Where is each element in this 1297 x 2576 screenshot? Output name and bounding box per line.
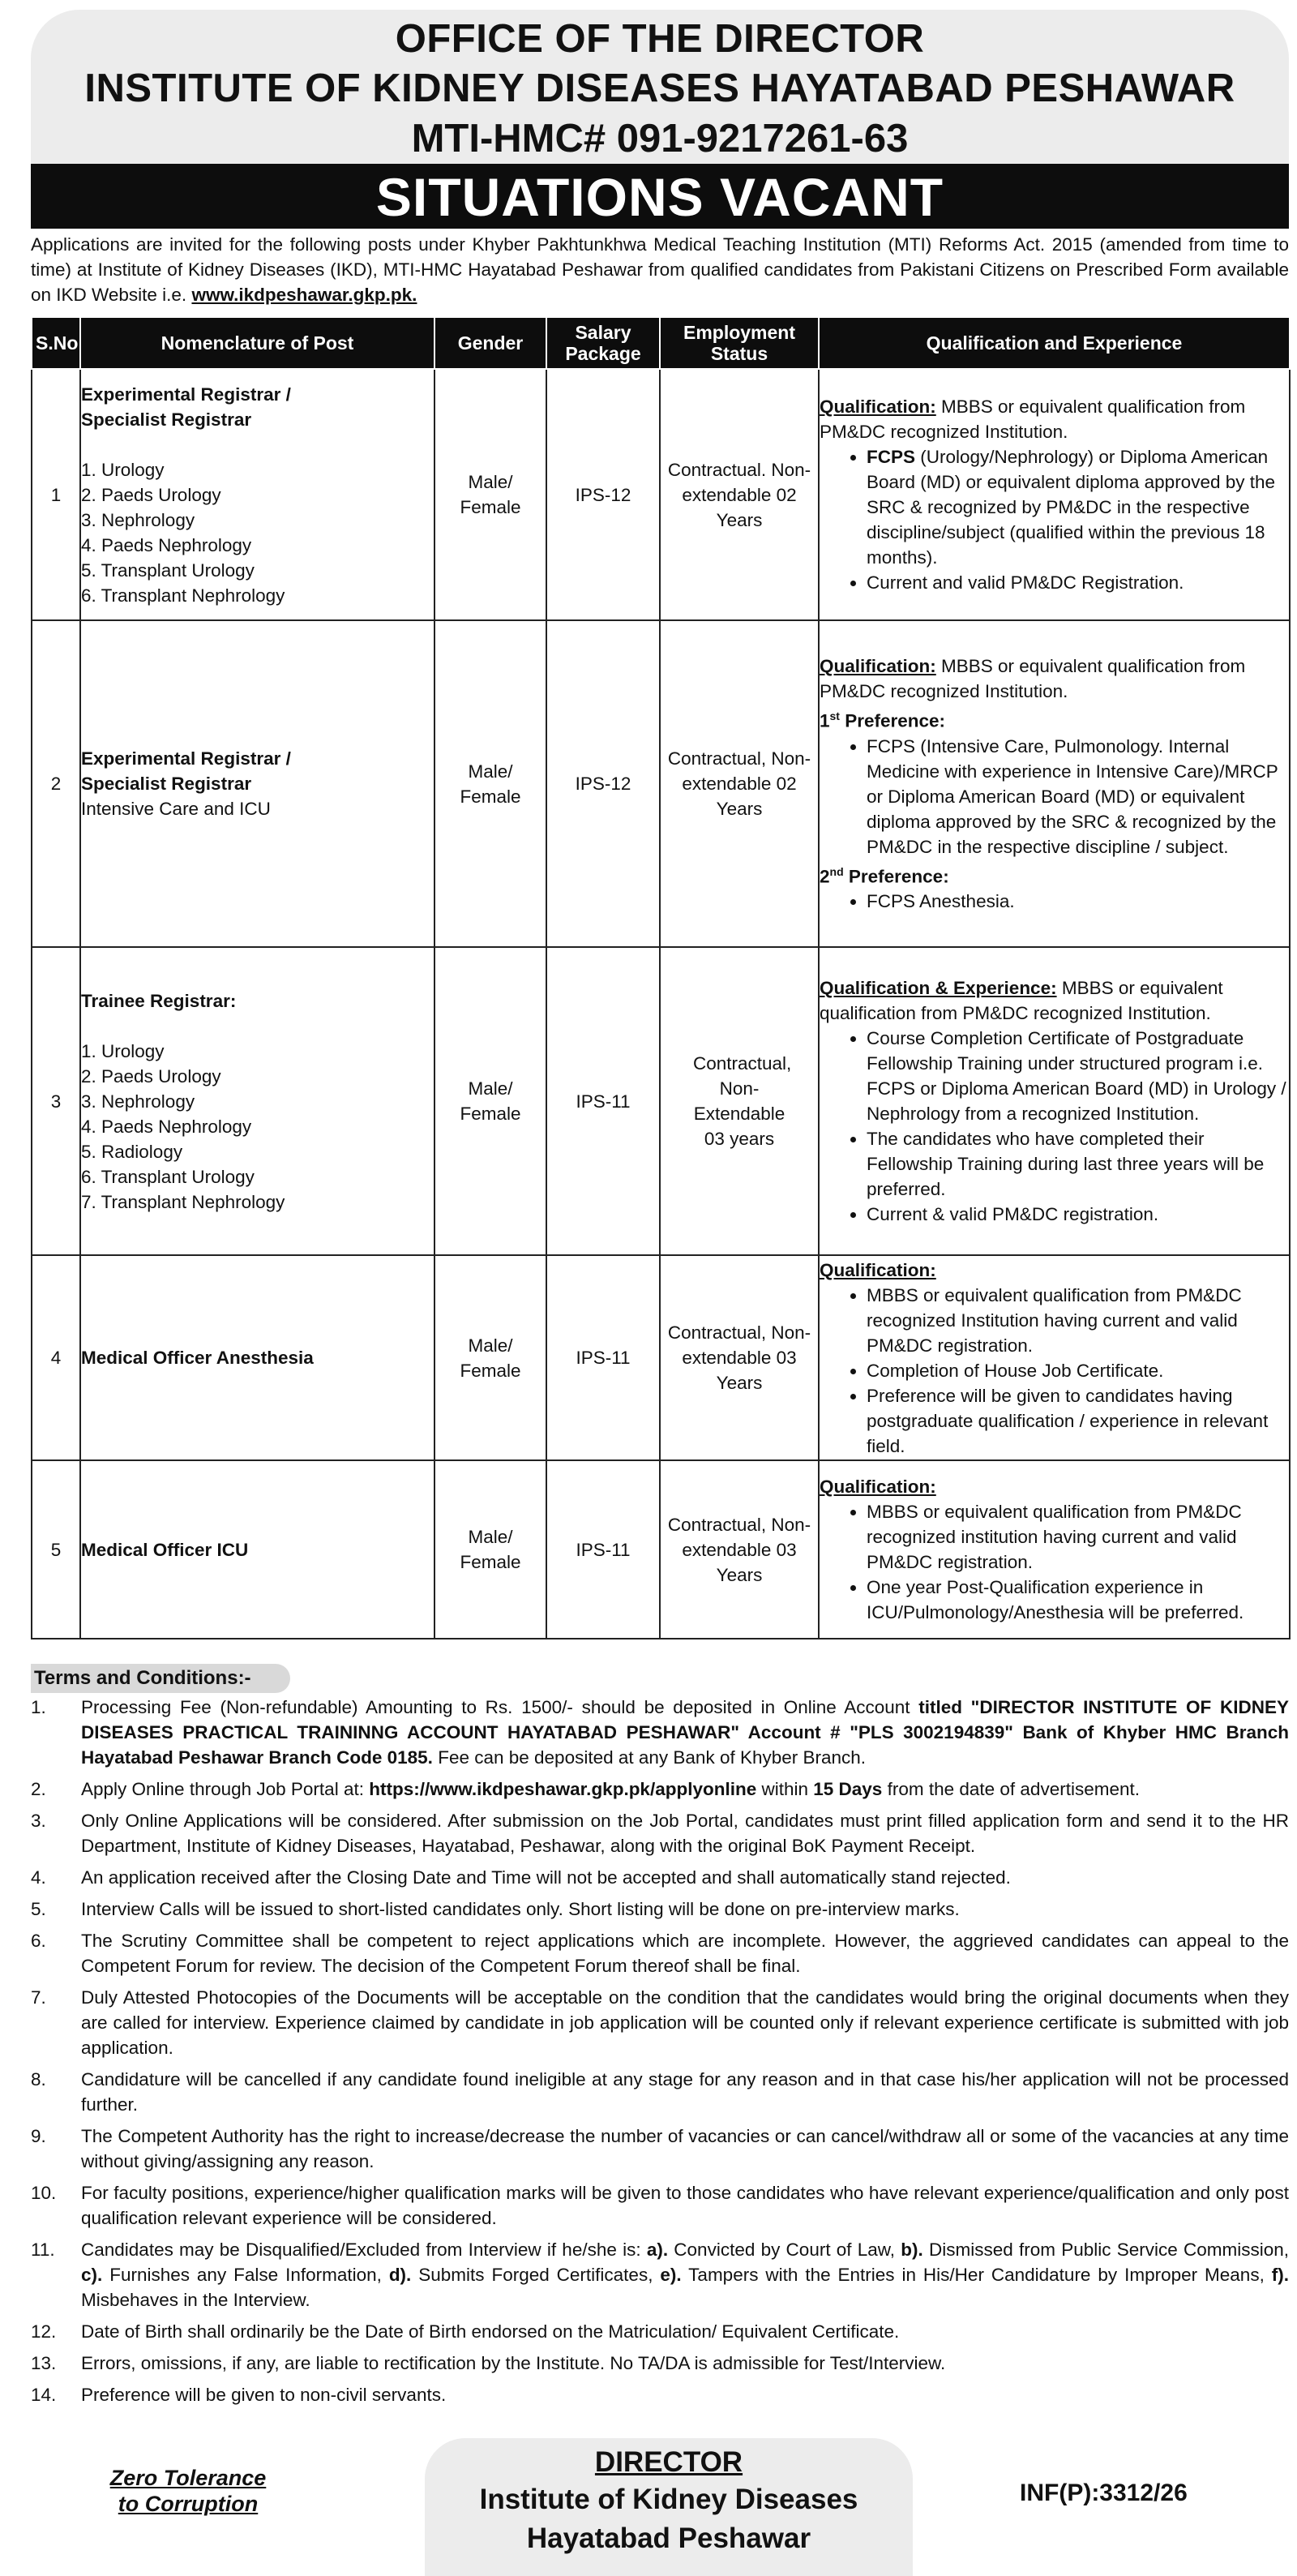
terms-item-number: 2.: [31, 1779, 46, 1799]
row-salary: IPS-12: [546, 369, 660, 620]
post-title: Trainee Registrar:: [81, 990, 237, 1011]
phone-number: MTI-HMC# 091-9217261-63: [411, 117, 909, 161]
terms-item-number: 5.: [31, 1899, 46, 1919]
row-post: [80, 1460, 434, 1639]
post-title: Medical Officer ICU: [81, 1539, 249, 1560]
specialty-item: 2. Paeds Urology: [81, 484, 221, 505]
qualification-list: [820, 444, 1289, 595]
terms-item-text: An application received after the Closing Date and Time will not be accepted and shall automatically stand rejected.: [81, 1867, 1011, 1888]
posts-table: [31, 316, 1291, 1639]
terms-item-number: 11.: [31, 2240, 55, 2260]
zero-tolerance-line1: Zero Tolerance: [109, 2466, 267, 2490]
specialty-item: 1. Urology: [81, 1040, 165, 1061]
website-link[interactable]: www.ikdpeshawar.gkp.pk.: [191, 285, 417, 305]
terms-item-text: Candidates may be Disqualified/Excluded from Interview if he/she is: a). Convicted by Court of Law, b). Dismissed from Public Service Commission, c). Furnishes any False Information, d). Submits Forged Certificates, e). Tampers with the Entries in His/Her Candidature by Improper Means, f). Misbehaves in the Interview.: [81, 2240, 1289, 2310]
qualification-bullet: • FCPS (Intensive Care, Pulmonology. Internal Medicine with experience in Intensive Care)/MRCP or Diploma American Board (MD) or equivalent diploma approved by the SRC & recognized by the PM&DC in the respective discipline / subject.: [867, 734, 1289, 859]
specialty-item: 3. Nephrology: [81, 1091, 195, 1112]
qualification-bullet: • Course Completion Certificate of Postgraduate Fellowship Training under structured program i.e. FCPS or Diploma American Board (MD) in Urology / Nephrology from a recognized Institution.: [867, 1026, 1289, 1126]
qualification-bullet: • Current and valid PM&DC Registration.: [867, 570, 1289, 595]
terms-item-number: 7.: [31, 1987, 46, 2008]
qualification-list: [820, 734, 1289, 859]
qualification-bullet: • Preference will be given to candidates having postgraduate qualification / experience in relevant field.: [867, 1383, 1289, 1459]
row-salary: IPS-12: [546, 620, 660, 947]
terms-item: [31, 2237, 1289, 2312]
specialty-item: 2. Paeds Urology: [81, 1065, 221, 1087]
specialty-item: 6. Transplant Nephrology: [81, 585, 285, 606]
terms-item: [31, 1928, 1289, 1978]
terms-item: [31, 1865, 1289, 1890]
specialty-item: 4. Paeds Nephrology: [81, 1116, 252, 1137]
header-post: Nomenclature of Post: [80, 317, 434, 369]
terms-item: [31, 2319, 1289, 2344]
row-post: [80, 620, 434, 947]
terms-item: [31, 2382, 1289, 2407]
terms-item-number: 4.: [31, 1867, 46, 1888]
terms-item: [31, 1777, 1289, 1802]
qualification-heading: Qualification:: [820, 656, 936, 676]
specialty-item: 5. Radiology: [81, 1141, 183, 1162]
qualification-heading: Qualification & Experience:: [820, 978, 1057, 998]
terms-item-text: The Scrutiny Committee shall be competent to reject applications which are incomplete. However, the aggrieved candidates can appeal to the Competent Forum for review. The decision of the Competent Forum thereof shall be final.: [81, 1931, 1289, 1976]
header-gender: Gender: [434, 317, 546, 369]
row-qualification: [819, 620, 1290, 947]
terms-item-text: Date of Birth shall ordinarily be the Date of Birth endorsed on the Matriculation/ Equivalent Certificate.: [81, 2321, 900, 2342]
qualification-bullet: • The candidates who have completed their Fellowship Training during last three years will be preferred.: [867, 1126, 1289, 1202]
post-title: Experimental Registrar / Specialist Registrar: [81, 748, 291, 794]
qualification-bullet: • Completion of House Job Certificate.: [867, 1358, 1289, 1383]
zero-tolerance-slogan: [66, 2465, 310, 2517]
terms-item-number: 13.: [31, 2353, 57, 2373]
qualification-body: MBBS or equivalent qualification from PM&DC recognized Institution.: [820, 396, 1246, 442]
institute-name: INSTITUTE OF KIDNEY DISEASES HAYATABAD PESHAWAR: [84, 66, 1235, 110]
post-title: Medical Officer Anesthesia: [81, 1348, 314, 1368]
qualification-bullet: • MBBS or equivalent qualification from PM&DC recognized institution having current and valid PM&DC registration.: [867, 1499, 1289, 1575]
terms-item-text: Duly Attested Photocopies of the Documents will be acceptable on the condition that the candidates would bring the original documents when they are called for interview. Experience claimed by candidate in job application will be counted only if relevant experience certificate is submitted with job application.: [81, 1987, 1289, 2058]
row-salary: IPS-11: [546, 947, 660, 1255]
row-sno: 2: [32, 620, 80, 947]
qualification-list: [820, 1283, 1289, 1459]
qualification-heading: Qualification:: [820, 1477, 936, 1497]
table-row: [32, 947, 1290, 1255]
row-qualification: [819, 947, 1290, 1255]
specialty-item: 5. Transplant Urology: [81, 559, 255, 581]
terms-item-text: Candidature will be cancelled if any candidate found ineligible at any stage for any reason and in that case his/her application will not be processed further.: [81, 2069, 1289, 2115]
header-qualification: Qualification and Experience: [819, 317, 1290, 369]
qualification-list: [820, 889, 1289, 914]
terms-heading-text: Terms and Conditions:-: [34, 1667, 251, 1689]
terms-heading: [31, 1664, 290, 1693]
row-gender: Male/ Female: [434, 369, 546, 620]
qualification-text: [820, 654, 1289, 704]
situations-vacant-banner: SITUATIONS VACANT: [31, 164, 1289, 229]
row-gender: Male/ Female: [434, 1460, 546, 1639]
qualification-bullet: • FCPS Anesthesia.: [867, 889, 1289, 914]
terms-item-number: 8.: [31, 2069, 46, 2090]
terms-item: [31, 1985, 1289, 2060]
terms-item-number: 12.: [31, 2321, 57, 2342]
director-title: DIRECTOR: [594, 2446, 743, 2478]
post-subtitle: Intensive Care and ICU: [81, 799, 271, 819]
director-signature-block: [425, 2438, 913, 2576]
terms-item: [31, 2124, 1289, 2174]
table-header-row: [32, 317, 1290, 369]
row-salary: IPS-11: [546, 1460, 660, 1639]
footer-institute-name: Institute of Kidney Diseases: [479, 2484, 858, 2515]
terms-item: [31, 2180, 1289, 2231]
specialty-item: 3. Nephrology: [81, 509, 195, 530]
row-post: [80, 1255, 434, 1460]
specialty-item: 4. Paeds Nephrology: [81, 534, 252, 555]
first-preference-label: 1st Preference:: [820, 709, 946, 731]
post-title: Experimental Registrar / Specialist Registrar: [81, 384, 291, 430]
qualification-body: MBBS or equivalent qualification from PM&DC recognized Institution.: [820, 978, 1223, 1023]
row-status: Contractual, Non-extendable 02 Years: [660, 620, 819, 947]
qualification-text: [820, 975, 1289, 1026]
header-status: Employment Status: [660, 317, 819, 369]
terms-item-text: Preference will be given to non-civil servants.: [81, 2385, 447, 2405]
row-status: Contractual, Non- Extendable 03 years: [660, 947, 819, 1255]
table-row: [32, 1460, 1290, 1639]
specialty-item: 6. Transplant Urology: [81, 1166, 255, 1187]
footer-institute-location: Hayatabad Peshawar: [526, 2522, 811, 2554]
table-row: [32, 369, 1290, 620]
zero-tolerance-line2: to Corruption: [118, 2492, 259, 2516]
terms-item-text: Errors, omissions, if any, are liable to rectification by the Institute. No TA/DA is admissible for Test/Interview.: [81, 2353, 946, 2373]
inf-reference-number: INF(P):3312/26: [1020, 2480, 1188, 2506]
qualification-bullet: • MBBS or equivalent qualification from PM&DC recognized Institution having current and valid PM&DC registration.: [867, 1283, 1289, 1358]
terms-item: [31, 2067, 1289, 2117]
qualification-text: [820, 394, 1289, 444]
intro-paragraph: [31, 232, 1289, 307]
row-qualification: [819, 1255, 1290, 1460]
terms-list: [31, 1695, 1289, 2414]
terms-item-number: 1.: [31, 1697, 46, 1717]
specialty-item: 1. Urology: [81, 459, 165, 480]
specialty-item: 7. Transplant Nephrology: [81, 1191, 285, 1212]
row-sno: 5: [32, 1460, 80, 1639]
terms-item-text: For faculty positions, experience/higher qualification marks will be given to those candidates who have relevant experience/qualification and only post qualification relevant experience will be considered.: [81, 2183, 1289, 2228]
terms-item-text: Processing Fee (Non-refundable) Amounting to Rs. 1500/- should be deposited in Online Account titled "DIRECTOR INSTITUTE OF KIDNEY DISEASES PRACTICAL TRAININNG ACCOUNT HAYATABAD PESHAWAR" Account # "PLS 3002194839" Bank of Khyber HMC Branch Hayatabad Peshawar Branch Code 0185. Fee can be deposited at any Bank of Khyber Branch.: [81, 1697, 1290, 1768]
row-sno: 3: [32, 947, 80, 1255]
row-qualification: [819, 1460, 1290, 1639]
qualification-body: MBBS or equivalent qualification from PM&DC recognized Institution.: [820, 656, 1246, 701]
row-sno: 1: [32, 369, 80, 620]
qualification-heading: Qualification:: [820, 396, 936, 417]
terms-item-text: Apply Online through Job Portal at: https://www.ikdpeshawar.gkp.pk/applyonline within 15 Days from the date of advertisement.: [81, 1779, 1140, 1799]
terms-item: [31, 1897, 1289, 1922]
row-salary: IPS-11: [546, 1255, 660, 1460]
terms-item: [31, 2351, 1289, 2376]
qualification-list: [820, 1026, 1289, 1227]
row-gender: Male/ Female: [434, 1255, 546, 1460]
second-preference-label: 2nd Preference:: [820, 864, 949, 886]
table-row: [32, 1255, 1290, 1460]
qualification-bullet: • FCPS (Urology/Nephrology) or Diploma American Board (MD) or equivalent diploma approved by the SRC & recognized by PM&DC in the respective discipline/subject (qualified within the previous 18 months).: [867, 444, 1289, 570]
terms-item: [31, 1808, 1289, 1858]
row-post: [80, 369, 434, 620]
qualification-list: [820, 1499, 1289, 1625]
terms-item-text: The Competent Authority has the right to increase/decrease the number of vacancies or can cancel/withdraw all or some of the vacancies at any time without giving/assigning any reason.: [81, 2126, 1289, 2171]
header-salary: Salary Package: [546, 317, 660, 369]
terms-item-text: Interview Calls will be issued to short-listed candidates only. Short listing will be done on pre-interview marks.: [81, 1899, 960, 1919]
row-post: [80, 947, 434, 1255]
qualification-bullet: • Current & valid PM&DC registration.: [867, 1202, 1289, 1227]
terms-item-number: 10.: [31, 2183, 57, 2203]
qualification-bullet: • One year Post-Qualification experience in ICU/Pulmonology/Anesthesia will be preferred.: [867, 1575, 1289, 1625]
terms-item-text: Only Online Applications will be considered. After submission on the Job Portal, candidates must print filled application form and send it to the HR Department, Institute of Kidney Diseases, Hayatabad, Peshawar, along with the original BoK Payment Receipt.: [81, 1811, 1289, 1856]
terms-item-number: 14.: [31, 2385, 57, 2405]
office-title: OFFICE OF THE DIRECTOR: [395, 17, 925, 61]
row-qualification: [819, 369, 1290, 620]
row-sno: 4: [32, 1255, 80, 1460]
terms-item-number: 6.: [31, 1931, 46, 1951]
qualification-heading: Qualification:: [820, 1259, 936, 1280]
row-gender: Male/ Female: [434, 947, 546, 1255]
table-row: [32, 620, 1290, 947]
intro-text: Applications are invited for the following posts under Khyber Pakhtunkhwa Medical Teaching Institution (MTI) Reforms Act. 2015 (amended from time to time) at Institute of Kidney Diseases (IKD), MTI-HMC Hayatabad Peshawar from qualified candidates from Pakistani Citizens on Prescribed Form available on IKD Website i.e.: [31, 234, 1289, 305]
row-gender: Male/ Female: [434, 620, 546, 947]
row-status: Contractual. Non-extendable 02 Years: [660, 369, 819, 620]
office-header: [31, 10, 1289, 164]
terms-item-number: 3.: [31, 1811, 46, 1831]
terms-item-number: 9.: [31, 2126, 46, 2146]
row-status: Contractual, Non-extendable 03 Years: [660, 1255, 819, 1460]
terms-item: [31, 1695, 1289, 1770]
row-status: Contractual, Non-extendable 03 Years: [660, 1460, 819, 1639]
header-sno: S.No: [32, 317, 80, 369]
